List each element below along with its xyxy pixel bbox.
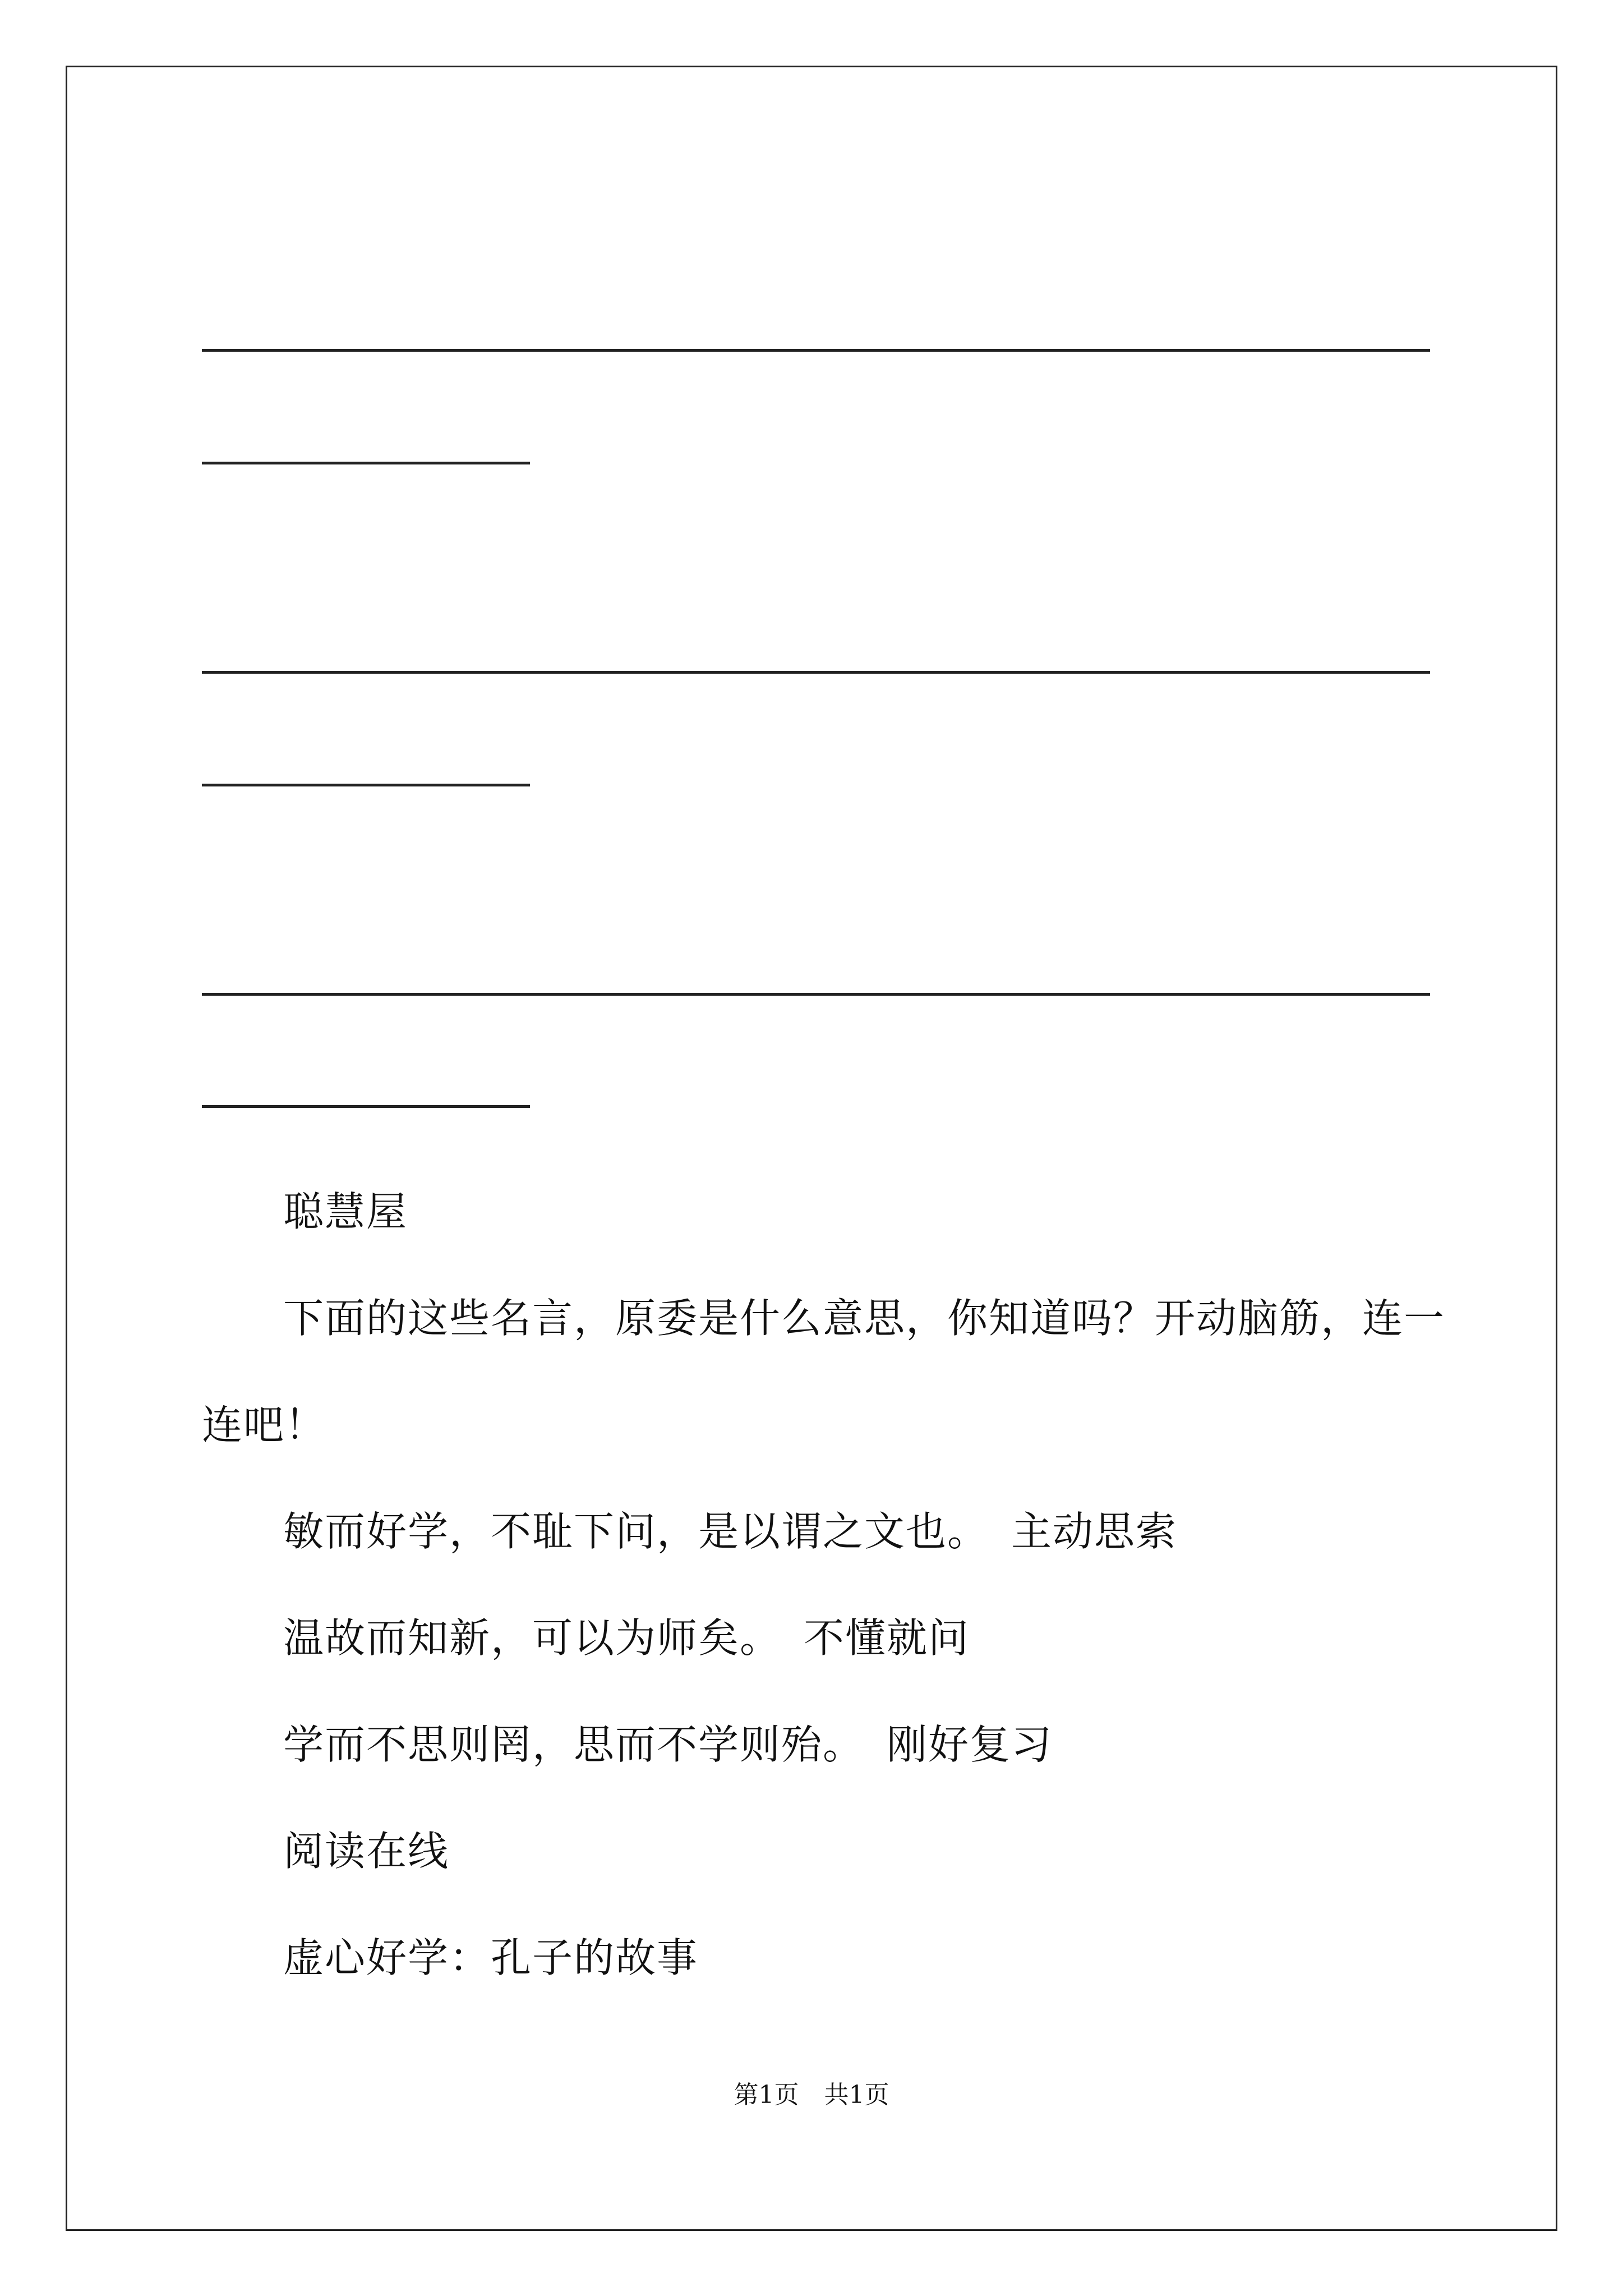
page-number: 第1页: [734, 2081, 799, 2109]
quote: 温故而知新，可以为师矣。: [283, 1614, 782, 1662]
page-total: 共1页: [824, 2081, 889, 2109]
answer-line: [202, 993, 1430, 996]
matching-row: [283, 1719, 1053, 1770]
answer-line-continuation: [202, 1105, 530, 1108]
page-border: [66, 66, 1557, 2231]
match-option: 主动思索: [1011, 1508, 1178, 1555]
reading-heading: 阅读在线: [283, 1828, 450, 1875]
answer-line: [202, 349, 1430, 352]
story-title: 虚心好学：孔子的故事: [283, 1934, 699, 1981]
quote: 学而不思则罔，思而不学则殆。: [283, 1721, 865, 1768]
instruction-text: 下面的这些名言，原委是什么意思，你知道吗？开动脑筋，连一: [283, 1295, 1446, 1342]
instruction-text-continued: 连吧！: [202, 1401, 327, 1448]
matching-row: [283, 1613, 970, 1663]
answer-line-continuation: [202, 784, 530, 786]
match-option: 刚好复习: [887, 1721, 1053, 1768]
section-title: 聪慧屋: [283, 1188, 408, 1235]
answer-line: [202, 671, 1430, 674]
matching-row: [283, 1506, 1177, 1557]
match-option: 不懂就问: [804, 1614, 970, 1662]
quote: 敏而好学，不耻下问，是以谓之文也。: [283, 1508, 989, 1555]
page-footer: [0, 2078, 1623, 2112]
answer-line-continuation: [202, 462, 530, 464]
